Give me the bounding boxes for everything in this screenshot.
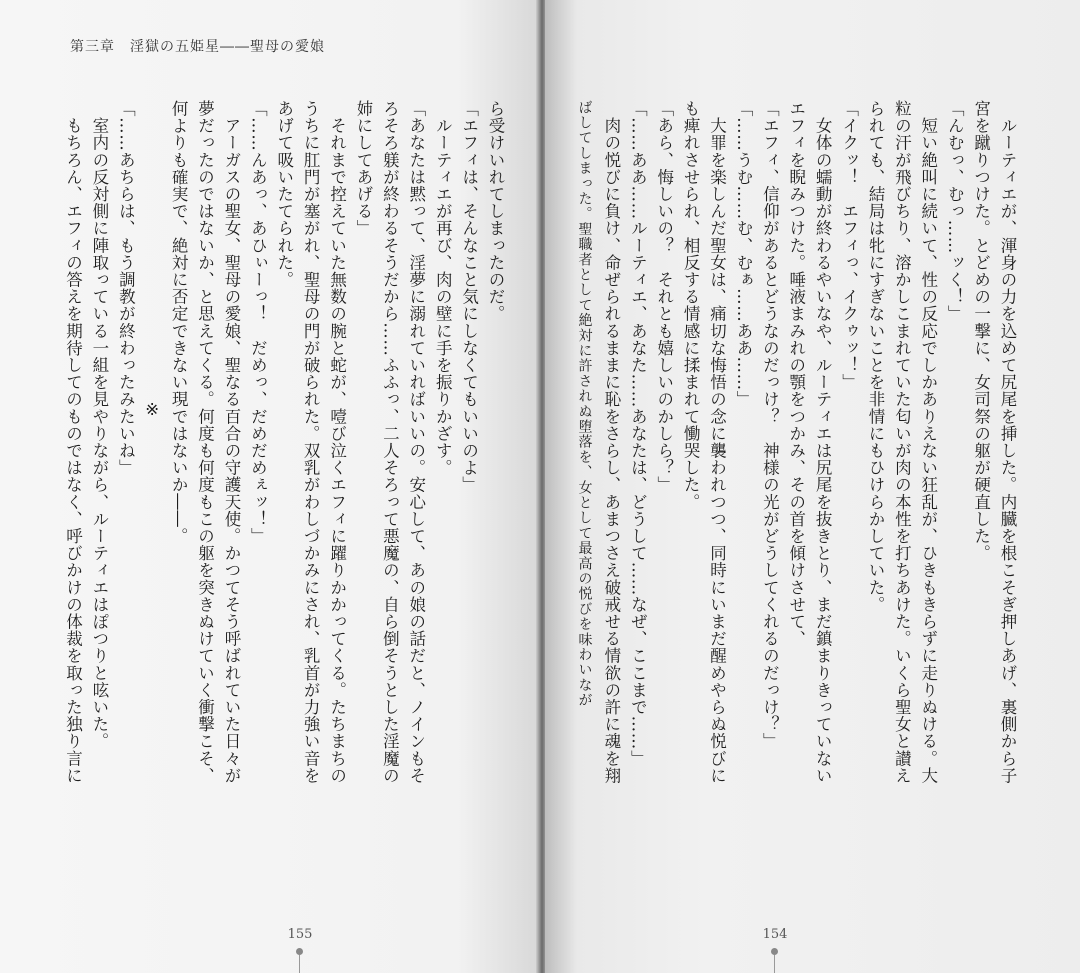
- text-line: 「……あちらは、もう調教が終わったみたいね」: [116, 100, 136, 477]
- text-line: それまで控えていた無数の腕と蛇が、噎び泣くエフィに躍りかかってくる。たちまちの: [327, 100, 347, 784]
- text-line: ルーティエが、渾身の力を込めて尻尾を挿した。内臓を根こそぎ押しあげ、裏側から子: [998, 100, 1017, 784]
- text-line: ばしてしまった。聖職者として絶対に許されぬ堕落を、女として最高の悦びを味わいなが: [576, 100, 593, 708]
- text-line: ろそろ躾が終わるそうだから……ふふっ、二人そろって悪魔の、自ら倒そうとした淫魔の: [380, 100, 400, 784]
- text-line: ルーティエが再び、肉の壁に手を振りかざす。: [433, 100, 453, 477]
- text-line: 肉の悦びに負け、命ぜられるままに恥をさらし、あまつさえ破戒せる情欲の許に魂を翔: [601, 100, 621, 784]
- page-number-right: 154: [762, 927, 788, 942]
- left-page: [0, 0, 538, 973]
- left-text-block: [59, 100, 508, 800]
- text-line: 「イクッ！ エフィっ、イクゥッ！」: [839, 100, 859, 391]
- text-line: 「あら、悔しいの？ それとも嬉しいのかしら？」: [654, 100, 674, 494]
- text-line: 大罪を楽しんだ聖女は、痛切な悔悟の念に襲われつつ、同時にいまだ醒めやらぬ悦びに: [707, 100, 727, 784]
- text-line: 「んむっ、むっ……ッく！」: [945, 100, 965, 323]
- folio-dot-left: [296, 948, 303, 955]
- text-line: 女体の蠕動が終わるやいなや、ルーティエは尻尾を抜きとり、まだ鎮まりきっていない: [813, 100, 833, 784]
- text-line: られても、結局は牝にすぎないことを非情にもひけらかしていた。: [865, 100, 885, 613]
- text-line: エフィを睨みつけた。唾液まみれの顎をつかみ、その首を傾けさせて、: [786, 100, 806, 648]
- page-number-left: 155: [287, 927, 313, 942]
- text-line: うちに肛門が塞がれ、聖母の門が破られた。双乳がわしづかみにされ、乳首が力強い音を: [301, 100, 321, 784]
- text-line: 短い絶叫に続いて、性の反応でしかありえない狂乱が、ひきもきらずに走りぬける。大: [918, 100, 938, 784]
- text-line: 「……うむ……む、むぁ……ああ……」: [733, 100, 753, 408]
- folio-line-left: [299, 955, 300, 973]
- folio-dot-right: [771, 948, 778, 955]
- text-line: 姉にしてあげる」: [353, 100, 373, 237]
- right-page: [545, 0, 1080, 973]
- text-line: も痺れさせられ、相反する情感に揉まれて慟哭した。: [681, 100, 701, 511]
- text-line: アーガスの聖女、聖母の愛娘、聖なる百合の守護天使。かつてそう呼ばれていた日々が: [221, 100, 241, 784]
- text-line: 室内の反対側に陣取っている一組を見やりながら、ルーティエはぽつりと呟いた。: [89, 100, 109, 750]
- running-header: 第三章 淫獄の五姫星――聖母の愛娘: [70, 39, 325, 55]
- text-line: ら受けいれてしまったのだ。: [486, 100, 505, 323]
- text-line: 「あなたは黙って、淫夢に溺れていればいいの。安心して、あの娘の話だと、ノインもそ: [406, 100, 426, 784]
- text-line: 「……ああ……ルーティエ、あなた……あなたは、どうして……なぜ、ここまで……」: [628, 100, 648, 767]
- folio-line-right: [774, 955, 775, 973]
- text-line: 夢だったのではないか、と思えてくる。何度も何度もこの躯を突きぬけていく衝撃こそ、: [195, 100, 215, 784]
- text-line: あげて吸いたてられた。: [274, 100, 294, 289]
- text-line: 宮を蹴りつけた。とどめの一撃に、女司祭の躯が硬直した。: [971, 100, 991, 562]
- right-text-block: [571, 100, 1020, 800]
- text-line: もちろん、エフィの答えを期待してのものではなく、呼びかけの体裁を取った独り言に: [63, 100, 83, 784]
- text-line: 「エフィ、信仰があるとどうなのだっけ？ 神様の光がどうしてくれるのだっけ？」: [760, 100, 780, 750]
- text-line: 「……んあっ、あひぃーっ！ だめっ、だめだめぇッ！」: [248, 100, 268, 545]
- text-line: 粒の汗が飛びちり、溶かしこまれていた匂いが肉の本性を打ちあけた。いくら聖女と讃え: [892, 100, 912, 784]
- text-line: 「エフィは、そんなこと気にしなくてもいいのよ」: [459, 100, 479, 494]
- section-break-mark: ※: [142, 400, 162, 420]
- text-line: 何よりも確実で、絶対に否定できない現ではないか――。: [169, 100, 189, 545]
